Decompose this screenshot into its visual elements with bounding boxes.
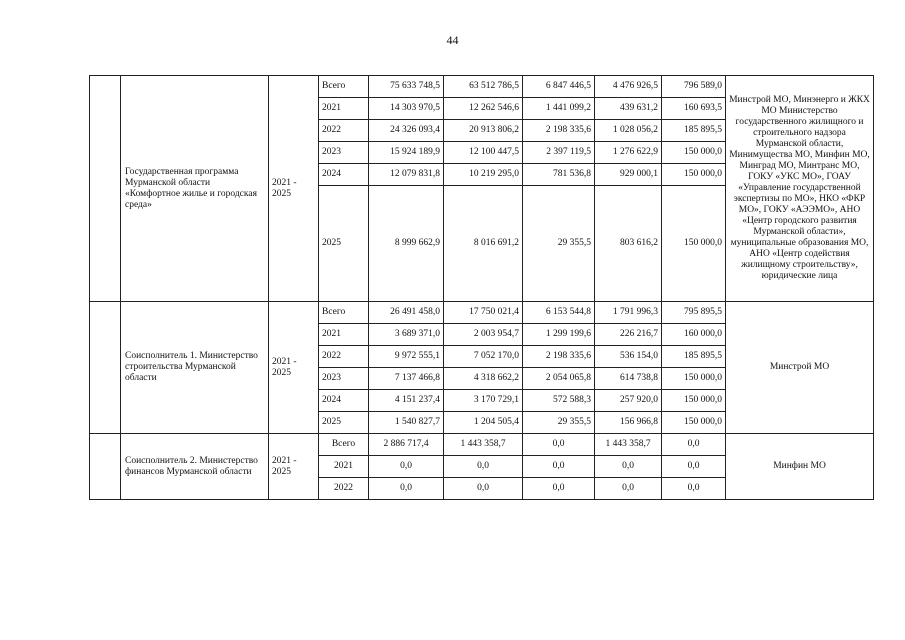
amount-cell: 8 016 691,2 xyxy=(444,186,523,302)
amount-cell: 63 512 786,5 xyxy=(444,76,523,98)
amount-cell: 4 318 662,2 xyxy=(444,368,523,390)
year-cell: Всего xyxy=(319,76,369,98)
year-cell: 2022 xyxy=(319,120,369,142)
amount-cell: 439 631,2 xyxy=(595,98,662,120)
amount-cell: 1 441 099,2 xyxy=(523,98,595,120)
year-cell: 2025 xyxy=(319,412,369,434)
amount-cell: 4 151 237,4 xyxy=(369,390,444,412)
amount-cell: 796 589,0 xyxy=(662,76,726,98)
amount-cell: 929 000,1 xyxy=(595,164,662,186)
amount-cell: 29 355,5 xyxy=(523,412,595,434)
amount-cell: 0,0 xyxy=(595,478,662,500)
amount-cell: 0,0 xyxy=(369,456,444,478)
amount-cell: 12 079 831,8 xyxy=(369,164,444,186)
amount-cell: 1 443 358,7 xyxy=(444,434,523,456)
amount-cell: 10 219 295,0 xyxy=(444,164,523,186)
page-number: 44 xyxy=(446,33,459,47)
amount-cell: 150 000,0 xyxy=(662,164,726,186)
amount-cell: 2 198 335,6 xyxy=(523,346,595,368)
amount-cell: 614 738,8 xyxy=(595,368,662,390)
amount-cell: 536 154,0 xyxy=(595,346,662,368)
amount-cell: 185 895,5 xyxy=(662,346,726,368)
amount-cell: 75 633 748,5 xyxy=(369,76,444,98)
table-row xyxy=(90,434,874,456)
program-name-cell: Соисполнитель 2. Министерство финансов Мурманской области xyxy=(121,434,269,500)
amount-cell: 1 204 505,4 xyxy=(444,412,523,434)
period-cell: 2021 - 2025 xyxy=(269,76,319,302)
amount-cell: 2 198 335,6 xyxy=(523,120,595,142)
amount-cell: 150 000,0 xyxy=(662,412,726,434)
amount-cell: 0,0 xyxy=(444,456,523,478)
amount-cell: 29 355,5 xyxy=(523,186,595,302)
amount-cell: 17 750 021,4 xyxy=(444,302,523,324)
year-cell: 2021 xyxy=(319,324,369,346)
amount-cell: 2 054 065,8 xyxy=(523,368,595,390)
year-cell: 2025 xyxy=(319,186,369,302)
amount-cell: 150 000,0 xyxy=(662,390,726,412)
amount-cell: 150 000,0 xyxy=(662,186,726,302)
year-cell: 2021 xyxy=(319,98,369,120)
table-row xyxy=(90,302,874,324)
amount-cell: 12 262 546,6 xyxy=(444,98,523,120)
amount-cell: 15 924 189,9 xyxy=(369,142,444,164)
amount-cell: 160 693,5 xyxy=(662,98,726,120)
index-cell xyxy=(90,302,121,434)
amount-cell: 795 895,5 xyxy=(662,302,726,324)
amount-cell: 3 170 729,1 xyxy=(444,390,523,412)
amount-cell: 1 299 199,6 xyxy=(523,324,595,346)
amount-cell: 14 303 970,5 xyxy=(369,98,444,120)
amount-cell: 24 326 093,4 xyxy=(369,120,444,142)
amount-cell: 1 276 622,9 xyxy=(595,142,662,164)
amount-cell: 0,0 xyxy=(369,478,444,500)
table-row xyxy=(90,76,874,98)
amount-cell: 1 540 827,7 xyxy=(369,412,444,434)
amount-cell: 6 153 544,8 xyxy=(523,302,595,324)
amount-cell: 7 052 170,0 xyxy=(444,346,523,368)
amount-cell: 0,0 xyxy=(662,434,726,456)
amount-cell: 781 536,8 xyxy=(523,164,595,186)
amount-cell: 26 491 458,0 xyxy=(369,302,444,324)
amount-cell: 1 028 056,2 xyxy=(595,120,662,142)
amount-cell: 803 616,2 xyxy=(595,186,662,302)
year-cell: 2023 xyxy=(319,368,369,390)
year-cell: 2023 xyxy=(319,142,369,164)
amount-cell: 2 886 717,4 xyxy=(369,434,444,456)
amount-cell: 572 588,3 xyxy=(523,390,595,412)
responsible-cell: Минфин МО xyxy=(726,434,874,500)
amount-cell: 2 003 954,7 xyxy=(444,324,523,346)
amount-cell: 7 137 466,8 xyxy=(369,368,444,390)
amount-cell: 156 966,8 xyxy=(595,412,662,434)
amount-cell: 257 920,0 xyxy=(595,390,662,412)
amount-cell: 0,0 xyxy=(523,478,595,500)
year-cell: Всего xyxy=(319,434,369,456)
amount-cell: 1 791 996,3 xyxy=(595,302,662,324)
year-cell: 2022 xyxy=(319,346,369,368)
amount-cell: 12 100 447,5 xyxy=(444,142,523,164)
year-cell: Всего xyxy=(319,302,369,324)
amount-cell: 0,0 xyxy=(662,456,726,478)
amount-cell: 9 972 555,1 xyxy=(369,346,444,368)
amount-cell: 1 443 358,7 xyxy=(595,434,662,456)
amount-cell: 20 913 806,2 xyxy=(444,120,523,142)
amount-cell: 3 689 371,0 xyxy=(369,324,444,346)
budget-table xyxy=(89,75,874,500)
amount-cell: 150 000,0 xyxy=(662,368,726,390)
index-cell xyxy=(90,76,121,302)
amount-cell: 0,0 xyxy=(523,434,595,456)
amount-cell: 150 000,0 xyxy=(662,142,726,164)
amount-cell: 226 216,7 xyxy=(595,324,662,346)
amount-cell: 6 847 446,5 xyxy=(523,76,595,98)
amount-cell: 2 397 119,5 xyxy=(523,142,595,164)
amount-cell: 0,0 xyxy=(444,478,523,500)
table-body xyxy=(90,76,874,500)
amount-cell: 160 000,0 xyxy=(662,324,726,346)
year-cell: 2022 xyxy=(319,478,369,500)
year-cell: 2021 xyxy=(319,456,369,478)
amount-cell: 8 999 662,9 xyxy=(369,186,444,302)
amount-cell: 0,0 xyxy=(595,456,662,478)
program-name-cell: Соисполнитель 1. Министерство строительства Мурманской области xyxy=(121,302,269,434)
responsible-cell: Минстрой МО, Минэнерго и ЖКХ МО Министерство государственного жилищного и строительного надзора Мурманской области, Минимущества МО, Минфин МО, Минград МО, Минтранс МО, ГОКУ «УКС МО», ГОАУ «Управление государственной экспертизы по МО», НКО «ФКР МО», ГОКУ «АЭЭМО», АНО «Центр городского развития Мурманской области», муниципальные образования МО, АНО «Центр содействия жилищному строительству», юридические лица xyxy=(726,76,874,302)
year-cell: 2024 xyxy=(319,164,369,186)
amount-cell: 0,0 xyxy=(523,456,595,478)
index-cell xyxy=(90,434,121,500)
amount-cell: 4 476 926,5 xyxy=(595,76,662,98)
year-cell: 2024 xyxy=(319,390,369,412)
period-cell: 2021 - 2025 xyxy=(269,302,319,434)
responsible-cell: Минстрой МО xyxy=(726,302,874,434)
amount-cell: 0,0 xyxy=(662,478,726,500)
period-cell: 2021 - 2025 xyxy=(269,434,319,500)
amount-cell: 185 895,5 xyxy=(662,120,726,142)
program-name-cell: Государственная программа Мурманской области «Комфортное жилье и городская среда» xyxy=(121,76,269,302)
